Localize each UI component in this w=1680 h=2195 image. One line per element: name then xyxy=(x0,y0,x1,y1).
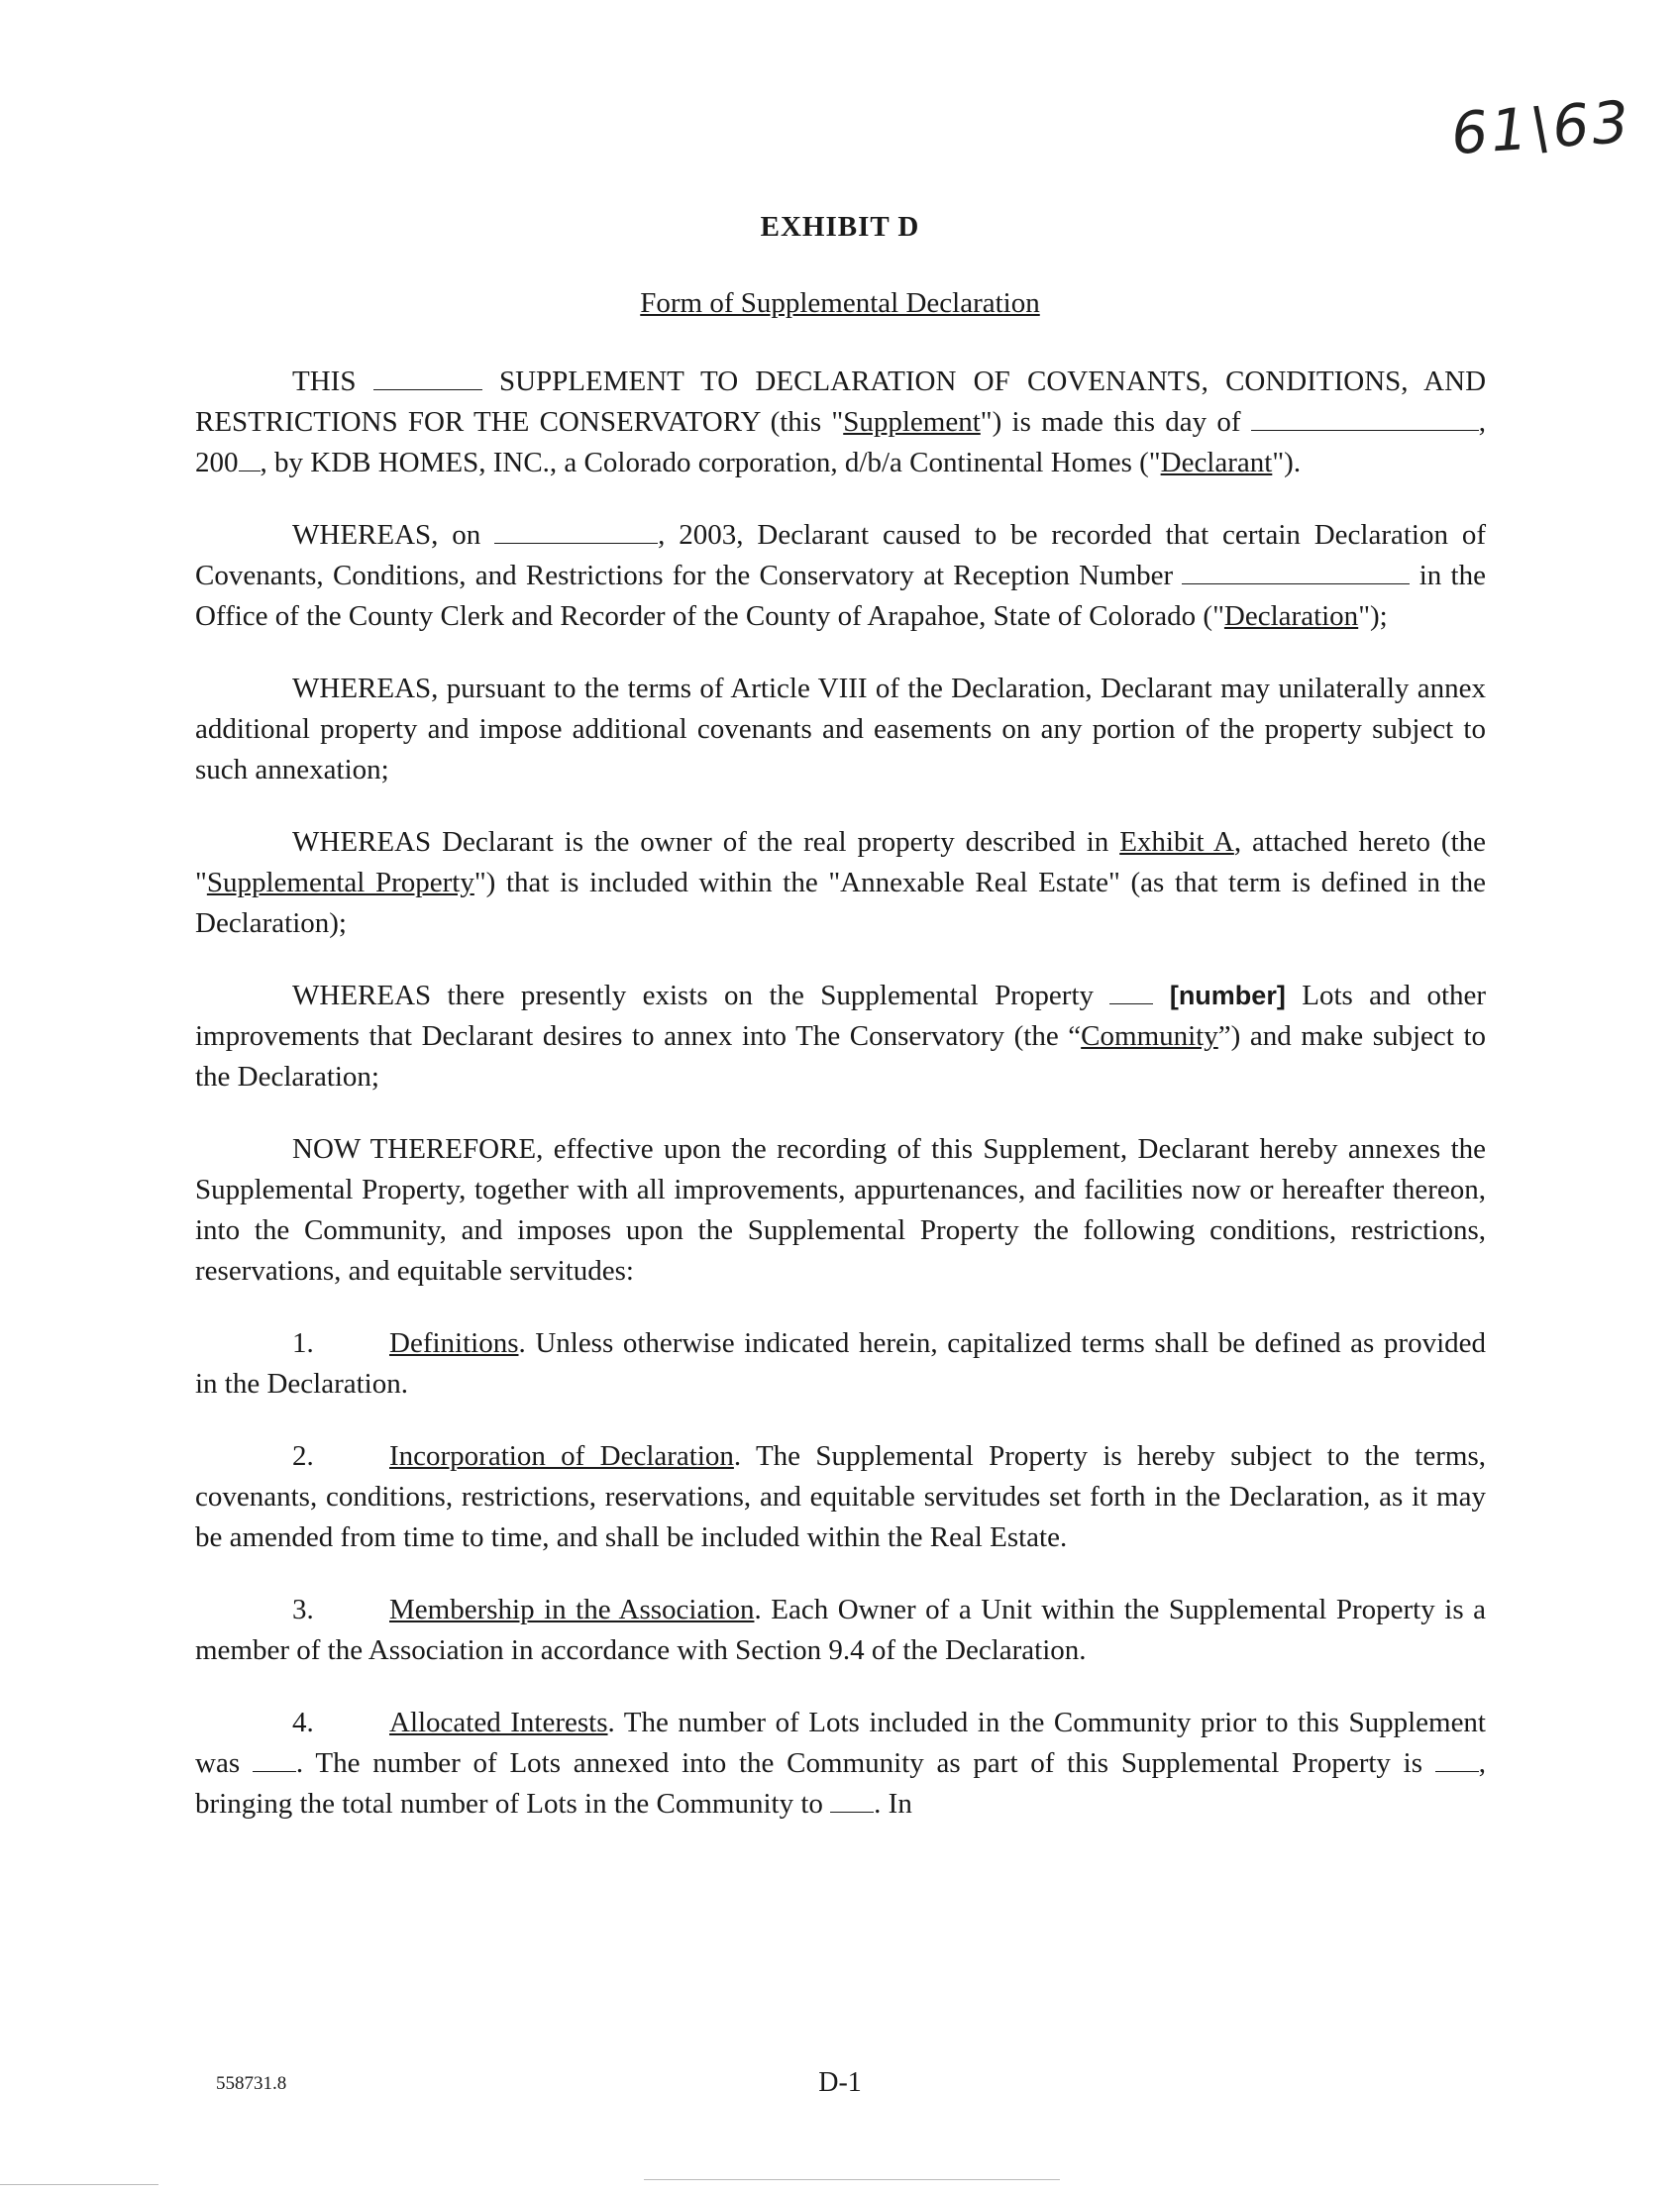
scan-artifact xyxy=(0,2184,158,2185)
scan-artifact xyxy=(644,2179,1060,2180)
document-body xyxy=(195,362,1486,1856)
page-number: D-1 xyxy=(818,2067,862,2098)
blank-line xyxy=(253,1749,296,1772)
blank-line xyxy=(373,367,482,390)
blank-line xyxy=(830,1790,874,1813)
preamble-paragraph: THIS SUPPLEMENT TO DECLARATION OF COVENANTS, CONDITIONS, AND RESTRICTIONS FOR THE CONSERVATORY (this "Supplement") is made this day of , 200 , by KDB HOMES, INC., a Colorado corporation, d/b/a Continental Homes ("Declarant"). xyxy=(195,366,1487,478)
handwritten-page-note: 61\63 xyxy=(1448,87,1634,168)
blank-line xyxy=(1109,982,1153,1004)
section-1: 1. Definitions. Unless otherwise indicated herein, capitalized terms shall be defined as provided in the Declaration. xyxy=(195,1327,1486,1400)
whereas-paragraph-4: WHEREAS there presently exists on the Supplemental Property [number] Lots and other improvements that Declarant desires to annex into The Conservatory (the “Community”) and make subject to the Declaration; xyxy=(195,980,1487,1093)
section-2: 2. Incorporation of Declaration. The Supplemental Property is hereby subject to the terms, covenants, conditions, restrictions, reservations, and equitable servitudes set forth in the Declaration, as it may be amended from time to time, and shall be included within the Real Estate. xyxy=(195,1440,1486,1553)
blank-line xyxy=(1251,408,1479,431)
document-title: EXHIBIT D xyxy=(760,211,920,243)
now-therefore-paragraph: NOW THEREFORE, effective upon the recording of this Supplement, Declarant hereby annexes the Supplemental Property, together with all improvements, appurtenances, and facilities now or hereafter thereon, into the Community, and imposes upon the Supplemental Property the following conditions, restrictions, reservations, and equitable servitudes: xyxy=(195,1133,1486,1287)
blank-line xyxy=(239,449,261,471)
whereas-paragraph-3: WHEREAS Declarant is the owner of the real property described in Exhibit A, attached hereto (the "Supplemental Property") that is included within the "Annexable Real Estate" (as that term is defined in the Declaration); xyxy=(195,826,1487,939)
section-4: 4. Allocated Interests. The number of Lots included in the Community prior to this Supplement was . The number of Lots annexed into the Community as part of this Supplemental Property is , bringing the total number of Lots in the Community to . In xyxy=(195,1707,1487,1820)
whereas-paragraph-2: WHEREAS, pursuant to the terms of Article VIII of the Declaration, Declarant may unilaterally annex additional property and impose additional covenants and easements on any portion of the property subject to such annexation; xyxy=(195,673,1486,785)
document-id: 558731.8 xyxy=(216,2073,287,2094)
blank-line xyxy=(1182,562,1410,584)
blank-line xyxy=(494,521,658,544)
whereas-paragraph-1: WHEREAS, on , 2003, Declarant caused to be recorded that certain Declaration of Covenants, Conditions, and Restrictions for the Conservatory at Reception Number in the Office of the County Clerk and Recorder of the County of Arapahoe, State of Colorado ("Declaration"); xyxy=(195,519,1487,632)
section-3: 3. Membership in the Association. Each Owner of a Unit within the Supplemental Property is a member of the Association in accordance with Section 9.4 of the Declaration. xyxy=(195,1594,1486,1666)
document-subtitle: Form of Supplemental Declaration xyxy=(640,287,1040,319)
blank-line xyxy=(1435,1749,1479,1772)
